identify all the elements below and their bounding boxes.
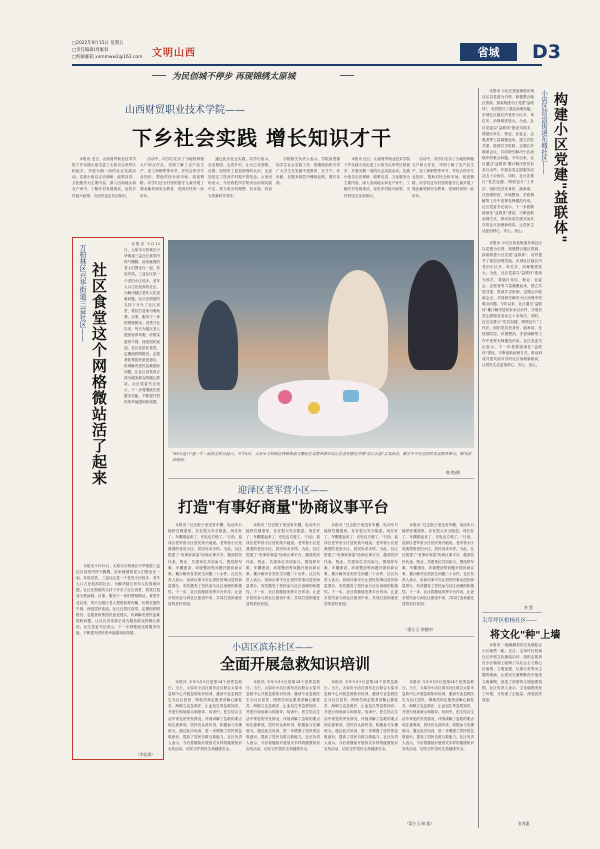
- masthead-rule: [72, 64, 542, 66]
- story1-col5: 本报讯 近日，山西财贸职业技术学院下乡实践小组走进了太原市尖草坪区柏板乡，开展为期一周的社会实践活动。实践小组以走访调研、政策宣讲、文化服务为主要内容，深入田间地头和农户家中，了解乡村发展现状，宣传乡村振兴政策，为村民送去实用知识。: [344, 157, 410, 198]
- story1-col6: 活动中，同学们走访了当地的种植大户和合作社，详细了解了农产品生产、加工和销售等环节，并结合所学专业知识，帮助村民分析市场、拓宽销路。同学们还为村里的留守儿童开展了课业辅导和安全教育，受到村民的一致好评。: [412, 157, 474, 198]
- story2-subtitle: 迎泽区老军营小区——: [238, 486, 329, 496]
- story1-col3: 通过此次社会实践，同学们表示，走出校园、走进乡村，让自己对国情、社情、民情有了更加深刻的认识，也更加坚定了投身乡村振兴的信念。大家纷纷表示，今后将把所学知识运用到实践中去，努力成为有理想、有本领、有担当的新时代青年。: [208, 157, 272, 198]
- photo-item-pink: [278, 390, 292, 404]
- sidebar-author: （李佳琪）: [136, 752, 155, 757]
- story1-col2: 活动中，同学们走访了当地的种植大户和合作社，详细了解了农产品生产、加工和销售等环节，并结合所学专业知识，帮助村民分析市场、拓宽销路。同学们还为村里的留守儿童开展了课业辅导和安全教育，受到村民的一致好评。: [140, 157, 204, 198]
- story2-col1: 本报讯 "过去院子里没有车棚，电动车只能停在楼道里，存在很大安全隐患。现在好了，车棚建起来了，充电也方便了。"日前，迎泽区老军营小区居民高兴地说。老军营小区是典型的老旧小区，居民诉求多样。为此，社区搭建了"有事好商量"协商议事平台，邀请居民代表、物业、共建单位共同参与，围绕停车难、车棚建设、环境整治等问题开展协商议事，累计解决各类民生问题二十余件。社区负责人表示，协商议事平台让居民的事由居民商量着办，有效激发了居民参与社区治理的积极性。下一步，社区将继续发挥平台作用，让更多居民参与到社区建设中来，共同打造和谐宜居的美好家园。: [168, 523, 242, 607]
- photo-credit: 韩 艳/摄: [446, 470, 460, 475]
- masthead-editor: □责任编辑/周雁羽: [72, 48, 109, 53]
- story2-author: （梁小玉 李德伟）: [404, 627, 436, 632]
- masthead-date: □2022年9月15日 星期五: [72, 41, 124, 46]
- right-col-subtitle: 小店区营盘街道东城社区——: [540, 90, 548, 175]
- event-photo: [168, 240, 474, 448]
- right-col-author: 李 慧: [524, 605, 533, 610]
- small-story-rule: [482, 612, 542, 613]
- story3-top-rule: [168, 636, 474, 637]
- sidebar-body-top: 本报讯 9月12日，太原市万柏林区兴华街道三益社区食堂内热气腾腾，前来就餐的老人们围坐在一起，有说有笑。三益社区是一个老旧小区较多、老年人口占比较高的社区，为解决辖区老年人吃饭难问题，社区在街道的支持下开办了社区食堂，将其打造成为集助餐、议事、服务于一体的网格微站。食堂开业以来，每天为辖区老人提供营养均衡、价格实惠的午餐，深受居民欢迎。社区还依托食堂，定期组织网格员、志愿者收集居民意见建议，协调解决居民急难愁盼问题，让社区食堂真正成为服务群众的暖心驿站。社区党委书记表示，下一步将继续完善服务功能，不断提升居民的幸福感和获得感。: [124, 242, 160, 405]
- small-story-subtitle: 尖草坪区柏杨社区——: [482, 618, 538, 624]
- story3-col1: 本报讯 今年9月9日是第24个世界急救日。当天，太原市小店区滨东社区联合太原市急救中心开展急救知识培训，邀请专业急救医生为社区居民、网格员和志愿者讲解心肺复苏、海姆立克急救法、止血包扎等急救知识，并进行现场演示和指导。培训中，医生结合生活中常见的突发情况，详细讲解了急救的要点和注意事项，居民们认真听讲，积极参与实操练习。通过此次培训，进一步增强了居民的急救意识，提高了居民自救互救能力。社区负责人表示，今后将继续开展形式多样的健康知识宣传活动，切实守护居民生命健康安全。: [168, 680, 242, 752]
- photo-person-center: [328, 270, 388, 390]
- right-col-body-top: 本报讯 小店区营盘街道东城社区以党建为引领，积极整合辖区资源，探索构建小区党建"益联体"，有效提升了基层治理效能。东城社区辖区内老旧小区多、单位多，治理难度较大。为此，社区党委以"益联体"建设为抓手，将辖区单位、物业、业委会、志愿者等力量凝聚起来，建立共驻共建、资源共享机制，定期召开联席会议，共同研究解决小区治理中的难点问题。今年以来，社区通过"益联体"累计解决居民诉求百余件，开展各类志愿服务活动五十余场次。同时，社区还推行"党员包楼、网格包片"工作法，组织党员亮身份、践承诺，在疫情防控、环境整治、矛盾调解等工作中发挥先锋模范作用。社区党委书记表示，下一步将继续深化"益联体"建设，不断创新治理方式，推动形成共建共治共享的社区治理新格局，让居民生活更加舒心、安心、放心。: [482, 89, 534, 234]
- page-number: D3: [532, 41, 561, 63]
- photo-person-left: [198, 300, 238, 390]
- photo-table-display: [258, 380, 388, 436]
- story1-headline: 下乡社会实践 增长知识才干: [132, 126, 392, 150]
- masthead-proof-email: □校稿邮箱 xxmmww2@163.com: [72, 55, 143, 60]
- small-story-headline: 将文化"种"上墙: [490, 630, 561, 641]
- story1-subtitle: 山西财贸职业技术学院——: [125, 105, 245, 116]
- story3-col2: 本报讯 今年9月9日是第24个世界急救日。当天，太原市小店区滨东社区联合太原市急救中心开展急救知识培训，邀请专业急救医生为社区居民、网格员和志愿者讲解心肺复苏、海姆立克急救法、止血包扎等急救知识，并进行现场演示和指导。培训中，医生结合生活中常见的突发情况，详细讲解了急救的要点和注意事项，居民们认真听讲，积极参与实操练习。通过此次培训，进一步增强了居民的急救意识，提高了居民自救互救能力。社区负责人表示，今后将继续开展形式多样的健康知识宣传活动，切实守护居民生命健康安全。: [246, 680, 320, 752]
- story3-headline: 全面开展急救知识培训: [220, 655, 371, 673]
- right-column-rule: [478, 88, 479, 828]
- small-story-author: 张秀惠: [518, 821, 530, 826]
- story2-col3: 本报讯 "过去院子里没有车棚，电动车只能停在楼道里，存在很大安全隐患。现在好了，车棚建起来了，充电也方便了。"日前，迎泽区老军营小区居民高兴地说。老军营小区是典型的老旧小区，居民诉求多样。为此，社区搭建了"有事好商量"协商议事平台，邀请居民代表、物业、共建单位共同参与，围绕停车难、车棚建设、环境整治等问题开展协商议事，累计解决各类民生问题二十余件。社区负责人表示，协商议事平台让居民的事由居民商量着办，有效激发了居民参与社区治理的积极性。下一步，社区将继续发挥平台作用，让更多居民参与到社区建设中来，共同打造和谐宜居的美好家园。: [324, 523, 398, 607]
- paper-logo: 文明山西: [152, 48, 196, 59]
- story2-headline: 打造"有事好商量"协商议事平台: [178, 498, 389, 516]
- photo-item-yellow: [308, 402, 320, 414]
- photo-caption: "99公益日"是一年一度的全民公益日。今年9月，太原市万柏林区西铭街道万鹏社区志愿者联合爱心企业在辖区开展"爱心公益"义卖活动，吸引不少社区居民及志愿者参与。图为活动现场。: [172, 451, 471, 462]
- story2-col2: 本报讯 "过去院子里没有车棚，电动车只能停在楼道里，存在很大安全隐患。现在好了，车棚建起来了，充电也方便了。"日前，迎泽区老军营小区居民高兴地说。老军营小区是典型的老旧小区，居民诉求多样。为此，社区搭建了"有事好商量"协商议事平台，邀请居民代表、物业、共建单位共同参与，围绕停车难、车棚建设、环境整治等问题开展协商议事，累计解决各类民生问题二十余件。社区负责人表示，协商议事平台让居民的事由居民商量着办，有效激发了居民参与社区治理的积极性。下一步，社区将继续发挥平台作用，让更多居民参与到社区建设中来，共同打造和谐宜居的美好家园。: [246, 523, 320, 607]
- kicker-dash-left: [152, 75, 166, 76]
- story3-col3: 本报讯 今年9月9日是第24个世界急救日。当天，太原市小店区滨东社区联合太原市急救中心开展急救知识培训，邀请专业急救医生为社区居民、网格员和志愿者讲解心肺复苏、海姆立克急救法、止血包扎等急救知识，并进行现场演示和指导。培训中，医生结合生活中常见的突发情况，详细讲解了急救的要点和注意事项，居民们认真听讲，积极参与实操练习。通过此次培训，进一步增强了居民的急救意识，提高了居民自救互救能力。社区负责人表示，今后将继续开展形式多样的健康知识宣传活动，切实守护居民生命健康安全。: [324, 680, 398, 752]
- sidebar-headline: 社区食堂这个网格微站活了起来: [90, 262, 108, 486]
- section-tag: 省城: [460, 43, 517, 61]
- story3-subtitle: 小店区滨东社区——: [232, 643, 314, 653]
- story2-col4: 本报讯 "过去院子里没有车棚，电动车只能停在楼道里，存在很大安全隐患。现在好了，车棚建起来了，充电也方便了。"日前，迎泽区老军营小区居民高兴地说。老军营小区是典型的老旧小区，居民诉求多样。为此，社区搭建了"有事好商量"协商议事平台，邀请居民代表、物业、共建单位共同参与，围绕停车难、车棚建设、环境整治等问题开展协商议事，累计解决各类民生问题二十余件。社区负责人表示，协商议事平台让居民的事由居民商量着办，有效激发了居民参与社区治理的积极性。下一步，社区将继续发挥平台作用，让更多居民参与到社区建设中来，共同打造和谐宜居的美好家园。: [402, 523, 474, 607]
- story1-col1: 本报讯 近日，山西财贸职业技术学院下乡实践小组走进了太原市尖草坪区柏板乡，开展为期一周的社会实践活动。实践小组以走访调研、政策宣讲、文化服务为主要内容，深入田间地头和农户家中，了解乡村发展现状，宣传乡村振兴政策，为村民送去实用知识。: [72, 157, 136, 198]
- sidebar-body-bottom: 本报讯 9月12日，太原市万柏林区兴华街道三益社区食堂内热气腾腾，前来就餐的老人们围坐在一起，有说有笑。三益社区是一个老旧小区较多、老年人口占比较高的社区，为解决辖区老年人吃饭难问题，社区在街道的支持下开办了社区食堂，将其打造成为集助餐、议事、服务于一体的网格微站。食堂开业以来，每天为辖区老人提供营养均衡、价格实惠的午餐，深受居民欢迎。社区还依托食堂，定期组织网格员、志愿者收集居民意见建议，协调解决居民急难愁盼问题，让社区食堂真正成为服务群众的暖心驿站。社区党委书记表示，下一步将继续完善服务功能，不断提升居民的幸福感和获得感。: [76, 564, 160, 636]
- photo-item-blue: [343, 390, 359, 402]
- story3-col4: 本报讯 今年9月9日是第24个世界急救日。当天，太原市小店区滨东社区联合太原市急救中心开展急救知识培训，邀请专业急救医生为社区居民、网格员和志愿者讲解心肺复苏、海姆立克急救法、止血包扎等急救知识，并进行现场演示和指导。培训中，医生结合生活中常见的突发情况，详细讲解了急救的要点和注意事项，居民们认真听讲，积极参与实操练习。通过此次培训，进一步增强了居民的急救意识，提高了居民自救互救能力。社区负责人表示，今后将继续开展形式多样的健康知识宣传活动，切实守护居民生命健康安全。: [402, 680, 474, 752]
- story3-author: （梁小玉 韩 霞）: [405, 821, 434, 826]
- small-story-body: 本报讯 一幅幅精美的文化墙绘让小区焕然一新。近日，尖草坪区柏杨社区开展文化墙绘活动，组织志愿者在小区墙面上绘制了以社会主义核心价值观、文明创建、垃圾分类等为主题的墙画，让居民在潜移默化中接受文明熏陶，营造了浓厚的文明创建氛围。社区负责人表示，文化墙既美化了环境，又传递了正能量，深受居民喜爱。: [482, 643, 542, 702]
- right-col-headline: 构建小区党建"益联体": [552, 92, 568, 244]
- right-col-body: 本报讯 小店区营盘街道东城社区以党建为引领，积极整合辖区资源，探索构建小区党建"益联体"，有效提升了基层治理效能。东城社区辖区内老旧小区多、单位多，治理难度较大。为此，社区党委以"益联体"建设为抓手，将辖区单位、物业、业委会、志愿者等力量凝聚起来，建立共驻共建、资源共享机制，定期召开联席会议，共同研究解决小区治理中的难点问题。今年以来，社区通过"益联体"累计解决居民诉求百余件，开展各类志愿服务活动五十余场次。同时，社区还推行"党员包楼、网格包片"工作法，组织党员亮身份、践承诺，在疫情防控、环境整治、矛盾调解等工作中发挥先锋模范作用。社区党委书记表示，下一步将继续深化"益联体"建设，不断创新治理方式，推动形成共建共治共享的社区治理新格局，让居民生活更加舒心、安心、放心。: [482, 241, 542, 367]
- sidebar-subtitle: 万柏林区兴华街道三益社区——: [79, 244, 87, 342]
- kicker-slogan: 为民创城不停步 再现锦绣太原城: [172, 72, 296, 82]
- story1-col4: 学院相关负责人表示，学院高度重视学生社会实践工作，将继续组织引导广大学生在实践中受教育、长才干、作贡献，在服务基层中锤炼品格、增长本领。: [276, 157, 340, 186]
- kicker-dash-right: [340, 75, 354, 76]
- story2-top-rule: [168, 478, 474, 479]
- photo-person-right: [408, 260, 458, 370]
